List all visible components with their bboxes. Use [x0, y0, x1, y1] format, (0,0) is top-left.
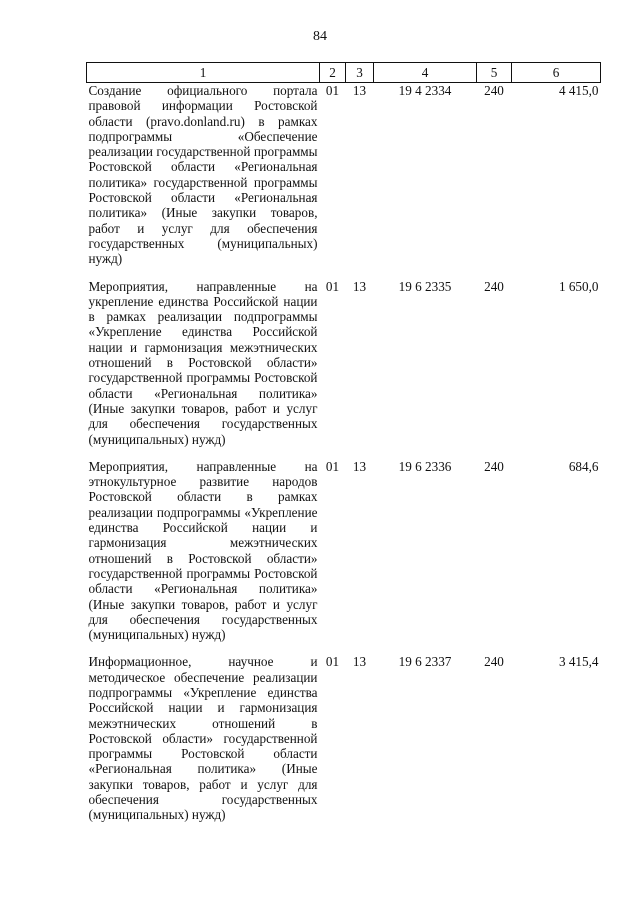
row-expense-type: 240 — [484, 278, 504, 294]
table-header-row — [87, 63, 601, 83]
row-expense-type: 240 — [484, 458, 504, 474]
page-number: 84 — [313, 29, 327, 44]
row-section-code: 01 — [325, 83, 340, 98]
column-header-2: 2 — [320, 63, 346, 83]
column-header-3: 3 — [346, 63, 374, 83]
row-expense-type: 240 — [484, 654, 504, 670]
row-target-article: 19 4 2334 — [398, 83, 452, 98]
budget-table — [86, 62, 601, 823]
table-row — [87, 83, 601, 267]
column-header-5: 5 — [477, 63, 512, 83]
table-row — [87, 642, 601, 822]
row-target-article: 19 6 2336 — [398, 458, 452, 474]
row-amount: 684,6 — [568, 458, 599, 474]
row-section-code: 01 — [325, 278, 340, 294]
column-header-1: 1 — [87, 63, 320, 83]
table-row — [87, 267, 601, 447]
row-amount: 3 415,4 — [558, 654, 599, 670]
row-section-code: 01 — [325, 458, 340, 474]
row-description: Мероприятия, направленные на укрепление единства Российской нации в рамках реализации подпрограммы «Укрепление единства Российской нации и гармонизация межэтнических отношений в Ростовской области» государственной программы Ростовской области «Региональная политика» (Иные закупки товаров, работ и услуг для обеспечения государственных (муниципальных) нужд) — [88, 278, 318, 447]
row-subsection-code: 13 — [352, 278, 367, 294]
row-amount: 1 650,0 — [558, 278, 599, 294]
column-header-4: 4 — [374, 63, 477, 83]
row-description: Информационное, научное и методическое обеспечение реализации подпрограммы «Укрепление единства Российской нации и гармонизация межэтнических отношений в Ростовской области» государственной программы Ростовской области «Региональная политика» (Иные закупки товаров, работ и услуг для обеспечения государственных (муниципальных) нужд) — [88, 654, 318, 823]
table-row — [87, 447, 601, 643]
row-subsection-code: 13 — [352, 458, 367, 474]
row-description: Создание официального портала правовой информации Ростовской области (pravo.donland.ru) в рамках подпрограммы «Обеспечение реализации государственной программы Ростовской области «Региональная политика» государственной программы Ростовской области «Региональная политика» (Иные закупки товаров, работ и услуг для обеспечения государственных (муниципальных) нужд) — [88, 83, 318, 267]
row-target-article: 19 6 2335 — [398, 278, 452, 294]
row-description: Мероприятия, направленные на этнокультурное развитие народов Ростовской области в рамках реализации подпрограммы «Укрепление единства Российской нации и гармонизация межэтнических отношений в Ростовской области» государственной программы Ростовской области «Региональная политика» (Иные закупки товаров, работ и услуг для обеспечения государственных (муниципальных) нужд) — [88, 458, 318, 643]
row-subsection-code: 13 — [352, 83, 367, 98]
row-section-code: 01 — [325, 654, 340, 670]
column-header-6: 6 — [512, 63, 601, 83]
row-target-article: 19 6 2337 — [398, 654, 452, 670]
row-subsection-code: 13 — [352, 654, 367, 670]
row-expense-type: 240 — [484, 83, 504, 98]
row-amount: 4 415,0 — [558, 83, 599, 98]
